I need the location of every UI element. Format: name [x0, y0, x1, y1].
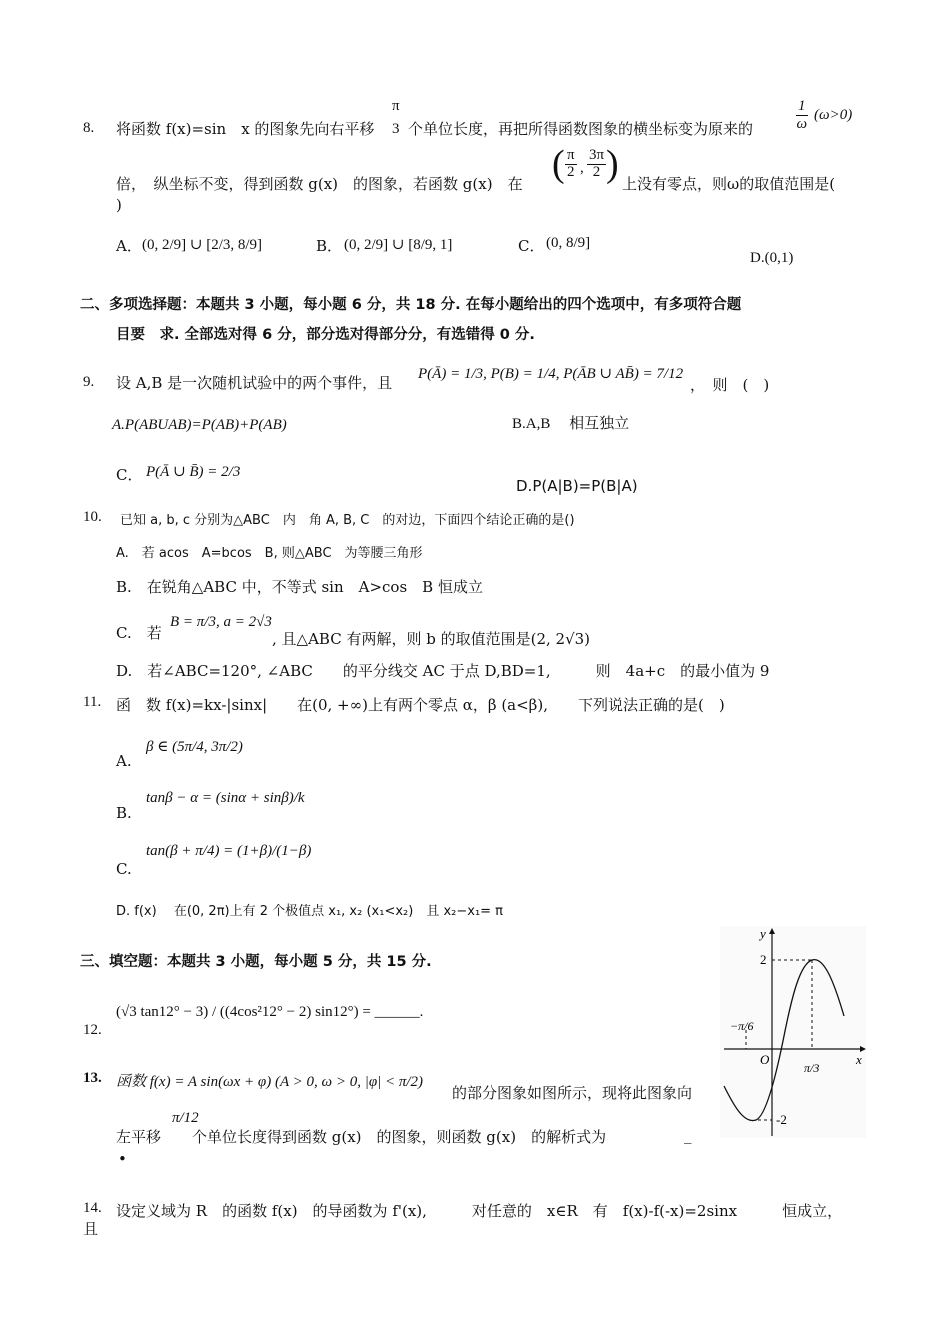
q10-stem: 已知 a, b, c 分别为△ABC 内 角 A, B, C 的对边，下面四个结论正确的是() [120, 513, 575, 528]
q13-line2: 左平移 [116, 1128, 162, 1146]
q11-option-a-label: A. [116, 752, 132, 770]
q14-line1: 设定义域为 R 的函数 f(x) 的导函数为 f'(x), 对任意的 x∈R 有 f(x)-f(-x)=2sinx 恒成立， [116, 1202, 843, 1220]
graph-y-min-label: -2 [776, 1112, 787, 1127]
q10-option-c-tail: , 且△ABC 有两解，则 b 的取值范围是(2, 2√3) [272, 630, 591, 648]
sine-graph-figure [720, 926, 866, 1138]
q9-option-a: A.P(ABUAB)=P(AB)+P(AB) [112, 417, 287, 433]
q8-option-a-text: (0, 2/9] ∪ [2/3, 8/9] [142, 237, 263, 253]
q8-line1b: 个单位长度，再把所得函数图象的横坐标变为原来的 [408, 120, 754, 138]
q8-omega-den: ω [796, 115, 808, 132]
q9-stem: 设 A,B 是一次随机试验中的两个事件，且 [116, 374, 393, 392]
q8-option-b-text: (0, 2/9] ∪ [8/9, 1] [344, 237, 453, 253]
q13-line2b: 个单位长度得到函数 g(x) 的图象，则函数 g(x) 的解析式为 [192, 1128, 607, 1146]
q10-option-c-label: C. 若 [116, 624, 162, 642]
graph-y-label: y [760, 926, 766, 941]
q8-option-b-label: B． [316, 237, 343, 255]
q8-interval-b-num: 3π [589, 147, 605, 163]
q13-answer-dash: _ [684, 1126, 692, 1144]
q8-option-c-text: (0, 8/9] [546, 235, 591, 251]
q9-option-c-label: C． [116, 466, 143, 484]
q11-number: 11. [83, 694, 102, 710]
q10-number: 10. [83, 509, 102, 525]
section2-heading-line2: 目要 求. 全部选对得 6 分，部分选对得部分分，有选错得 0 分. [116, 327, 535, 343]
q11-option-b-label: B. [116, 804, 132, 822]
q8-shift-fraction [392, 98, 400, 137]
q8-omega-num: 1 [798, 98, 806, 114]
q9-number: 9. [83, 374, 95, 390]
q8-line2b: 上没有零点，则ω的取值范围是( [622, 175, 836, 193]
q10-option-d: D. 若∠ABC=120°, ∠ABC 的平分线交 AC 于点 D,BD=1, 则 4a+c 的最小值为 9 [116, 662, 770, 680]
q13-shift: π/12 [172, 1110, 199, 1126]
q8-option-c-label: C． [518, 237, 545, 255]
graph-x-right-label: π/3 [804, 1061, 820, 1075]
q8-interval-a-den: 2 [567, 163, 575, 180]
q8-omega-cond: (ω>0) [814, 107, 853, 123]
q10-option-b: B. 在锐角△ABC 中，不等式 sin A>cos B 恒成立 [116, 578, 483, 596]
q9-condition: P(Ā) = 1/3, P(B) = 1/4, P(ĀB ∪ AB̄) = 7/12 [418, 366, 684, 382]
q11-option-b: tanβ − α = (sinα + sinβ)/k [146, 790, 305, 806]
graph-origin-label: O [760, 1052, 770, 1067]
q10-option-a: A. 若 acos A=bcos B, 则△ABC 为等腰三角形 [116, 546, 423, 561]
q9-option-b: B.A,B 相互独立 [512, 416, 630, 432]
q8-option-a-label: A． [116, 237, 142, 255]
q13-number: 13. [83, 1070, 102, 1086]
q8-omega-fraction [796, 98, 808, 132]
q8-interval-b-den: 2 [592, 163, 601, 180]
q8-shift-num: π [392, 98, 400, 114]
q8-line2a: 倍， 纵坐标不变，得到函数 g(x) 的图象，若函数 g(x) 在 [116, 175, 523, 193]
section3-heading: 三、填空题：本题共 3 小题，每小题 5 分，共 15 分. [80, 954, 432, 970]
q12-expression: (√3 tan12° − 3) / ((4cos²12° − 2) sin12°) = ______. [116, 1004, 424, 1020]
q12-number: 12. [83, 1022, 102, 1038]
q8-option-b [344, 218, 456, 264]
q9-tail: ， 则 ( ) [690, 376, 770, 394]
q8-line3: ) [116, 196, 122, 214]
q11-stem: 函 数 f(x)=kx-|sinx| 在(0, +∞)上有两个零点 α，β (a<β), 下列说法正确的是( ) [116, 696, 725, 714]
graph-x-label: x [856, 1052, 862, 1067]
q8-number: 8. [83, 120, 95, 136]
q11-option-c-label: C. [116, 860, 132, 878]
q13-function: 函数 f(x) = A sin(ωx + φ) (A > 0, ω > 0, |φ| < π/2) [116, 1074, 424, 1090]
q8-option-d: D.(0,1) [750, 250, 794, 266]
graph-x-left-label: −π/6 [730, 1019, 754, 1033]
q8-interval-a-num: π [567, 147, 575, 163]
q8-line1 [116, 118, 374, 139]
q8-stem-text: 将函数 f(x)=sin x 的图象先向右平移 [116, 120, 375, 138]
q11-option-a: β ∈ (5π/4, 3π/2) [146, 739, 243, 755]
graph-y-max-label: 2 [760, 952, 767, 967]
q13-dot: • [118, 1150, 127, 1168]
section2-heading-line1: 二、多项选择题：本题共 3 小题，每小题 6 分，共 18 分. 在每小题给出的四个选项中，有多项符合题 [80, 297, 742, 313]
q8-shift-den: 3 [392, 120, 400, 137]
q11-option-d: D. f(x) 在(0, 2π)上有 2 个极值点 x₁, x₂ (x₁<x₂) 且 x₂−x₁= π [116, 904, 504, 919]
q9-option-d: D.P(A|B)=P(B|A) [516, 477, 638, 495]
q10-option-c-cond: B = π/3, a = 2√3 [170, 614, 272, 630]
q8-option-a [142, 218, 263, 264]
q14-number: 14. [83, 1200, 102, 1216]
q9-option-c: P(Ā ∪ B̄) = 2/3 [146, 464, 241, 480]
q13-stem-tail: 的部分图象如图所示，现将此图象向 [452, 1084, 693, 1102]
q14-line2: 且 [83, 1220, 99, 1238]
q11-option-c: tan(β + π/4) = (1+β)/(1−β) [146, 843, 312, 859]
